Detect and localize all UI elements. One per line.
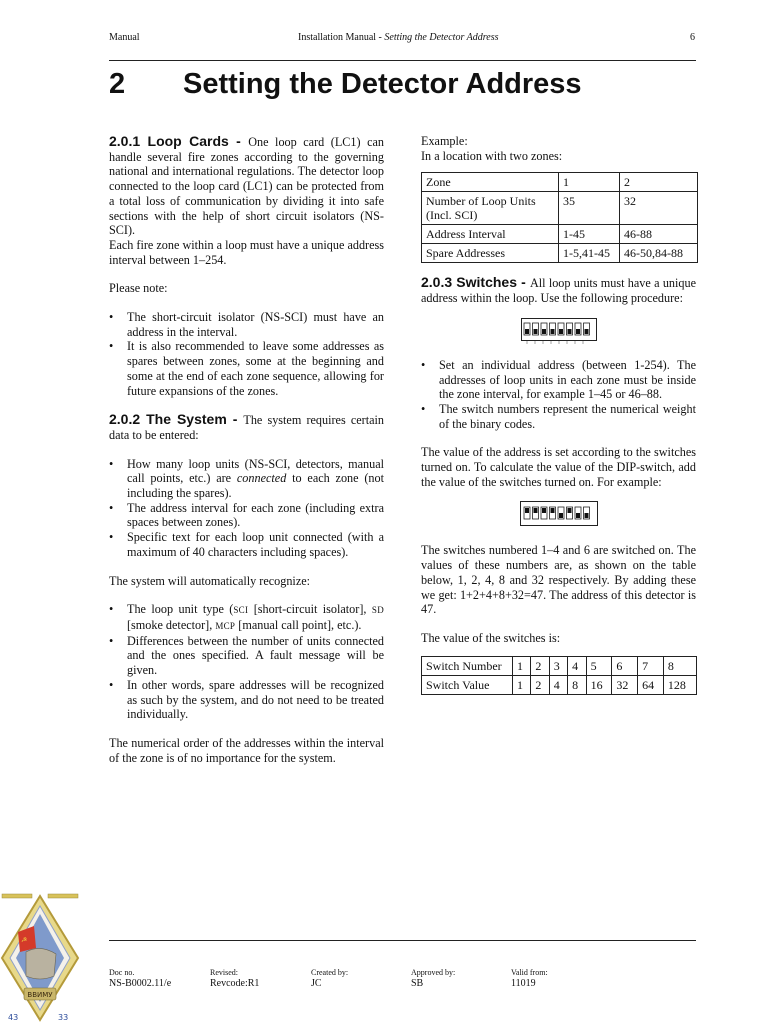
dip-knob [542,508,546,513]
dip-knob [542,329,546,334]
dip-knob [559,329,563,334]
dip-knob [584,513,588,518]
svg-text:ВВИМУ: ВВИМУ [27,991,53,999]
zone-table [421,172,698,263]
list-item: • The address interval for each zone (including extra spaces between zones). [109,500,384,530]
system-paragraph: 2.0.2 The System - The system requires certain data to be entered: [109,411,384,442]
footer-approved-by: Approved by: SB [411,968,456,989]
section-title-loop-cards: 2.0.1 Loop Cards - [109,133,249,149]
address-value-paragraph: The value of the address is set according to the switches turned on. To calculate the value of the DIP-switch, add the value of the switches turned on. For example: [421,445,696,489]
table-row: Switch Value 1 2 4 8 16 32 64 128 [422,675,697,694]
list-item: • The loop unit type (SCI [short-circuit isolator], SD [smoke detector], MCP [manual call point], etc.). [109,602,384,632]
dip-knob [533,329,537,334]
dip-knob [576,513,580,518]
dip-knob [533,508,537,513]
switch-procedure-list [421,358,696,432]
header-page-number: 6 [690,32,695,43]
dip-knob [525,329,529,334]
list-item: • It is also recommended to leave some addresses as spares between zones, some at the beginning and some at the end of each zone sequence, allowing for future expansions of the zones. [109,339,384,398]
location-text: In a location with two zones: [421,148,563,163]
chapter-heading [109,68,582,101]
switch-table [421,656,697,695]
switches-paragraph: 2.0.3 Switches - All loop units must have a unique address within the loop. Use the following procedure: [421,274,696,306]
please-note: Please note: [109,281,168,296]
list-item: • How many loop units (NS-SCI, detectors, manual call points, etc.) are connected to each zone (not including the spares). [109,456,384,501]
table-row: Address Interval 1-45 46-88 [422,225,698,244]
table-row: Number of Loop Units (Incl. SCI) 35 32 [422,192,698,225]
dip-knob [576,329,580,334]
footer-doc-no: Doc no. NS-B0002.11/e [109,968,172,989]
dip-knob [567,329,571,334]
order-paragraph: The numerical order of the addresses within the interval of the zone is of no importance for the system. [109,735,384,765]
zone-interval-paragraph: Each fire zone within a loop must have a unique address interval between 1–254. [109,237,384,267]
left-column [109,134,384,765]
recognize-list [109,602,384,722]
note-list [109,310,384,398]
header-title: Installation Manual - Setting the Detector Address [298,32,499,43]
footer-created-by: Created by: JC [311,968,349,989]
loop-cards-paragraph: 2.0.1 Loop Cards - One loop card (LC1) can handle several fire zones according to the governing national and international regulations. The detector loop connected to the loop card (LC1) can be protected from a total loss of communication by dividing it into safe sections with the help of short circuit isolators (NS-SCI). [109,133,385,238]
footer-rule [109,940,696,941]
dip-knob [525,508,529,513]
table-row: Zone 1 2 [422,173,698,192]
right-column [421,134,696,695]
value-of-switches-label: The value of the switches is: [421,630,561,645]
table-row: Spare Addresses 1-5,41-45 46-50,84-88 [422,244,698,263]
list-item: • The short-circuit isolator (NS-SCI) must have an address in the interval. [109,310,384,339]
list-item: • The switch numbers represent the numerical weight of the binary codes. [421,401,696,431]
example-label: Example: [421,134,468,148]
dip-knob [559,513,563,518]
dip-switch-example-icon [520,501,598,527]
svg-text:☭: ☭ [21,936,28,944]
system-list [109,457,384,560]
chapter-number: 2 [109,68,126,100]
list-item: • Set an individual address (between 1-254). The addresses of loop units in each zone must be inside the zone interval, for example 1–45 or 46–88. [421,357,696,402]
footer-valid-from: Valid from: 11019 [511,968,548,989]
dip-knob [550,329,554,334]
section-title-switches: 2.0.3 Switches - [421,274,530,291]
dip-knob [584,329,588,334]
recognize-paragraph: The system will automatically recognize: [109,573,311,588]
switched-on-paragraph: The switches numbered 1–4 and 6 are switched on. The values of these numbers are, as shown on the table below, 1, 2, 4, 8 and 32 respectively. By adding these we get: 1+2+4+8+32=47. The address of this detector is 47. [421,543,696,617]
chapter-title: Setting the Detector Address [183,68,582,100]
header-manual: Manual [109,32,140,43]
page-header [109,32,696,61]
list-item: • Specific text for each loop unit connected (with a maximum of 40 characters including spaces). [109,530,384,559]
section-title-system: 2.0.2 The System - [109,411,244,428]
table-row: Switch Number 1 2 3 4 5 6 7 8 [422,656,697,675]
svg-text:33: 33 [58,1013,69,1022]
list-item: • In other words, spare addresses will be recognized as such by the system, and do not need to be treated individually. [109,677,384,722]
list-item: • Differences between the number of units connected and the ones specified. A fault message will be given. [109,633,384,678]
dip-knob [550,508,554,513]
footer-revised: Revised: Revcode:R1 [210,968,260,989]
svg-text:43: 43 [8,1013,19,1022]
academy-badge-logo [0,892,80,1024]
dip-switch-icon [521,318,597,344]
dip-knob [567,508,571,513]
